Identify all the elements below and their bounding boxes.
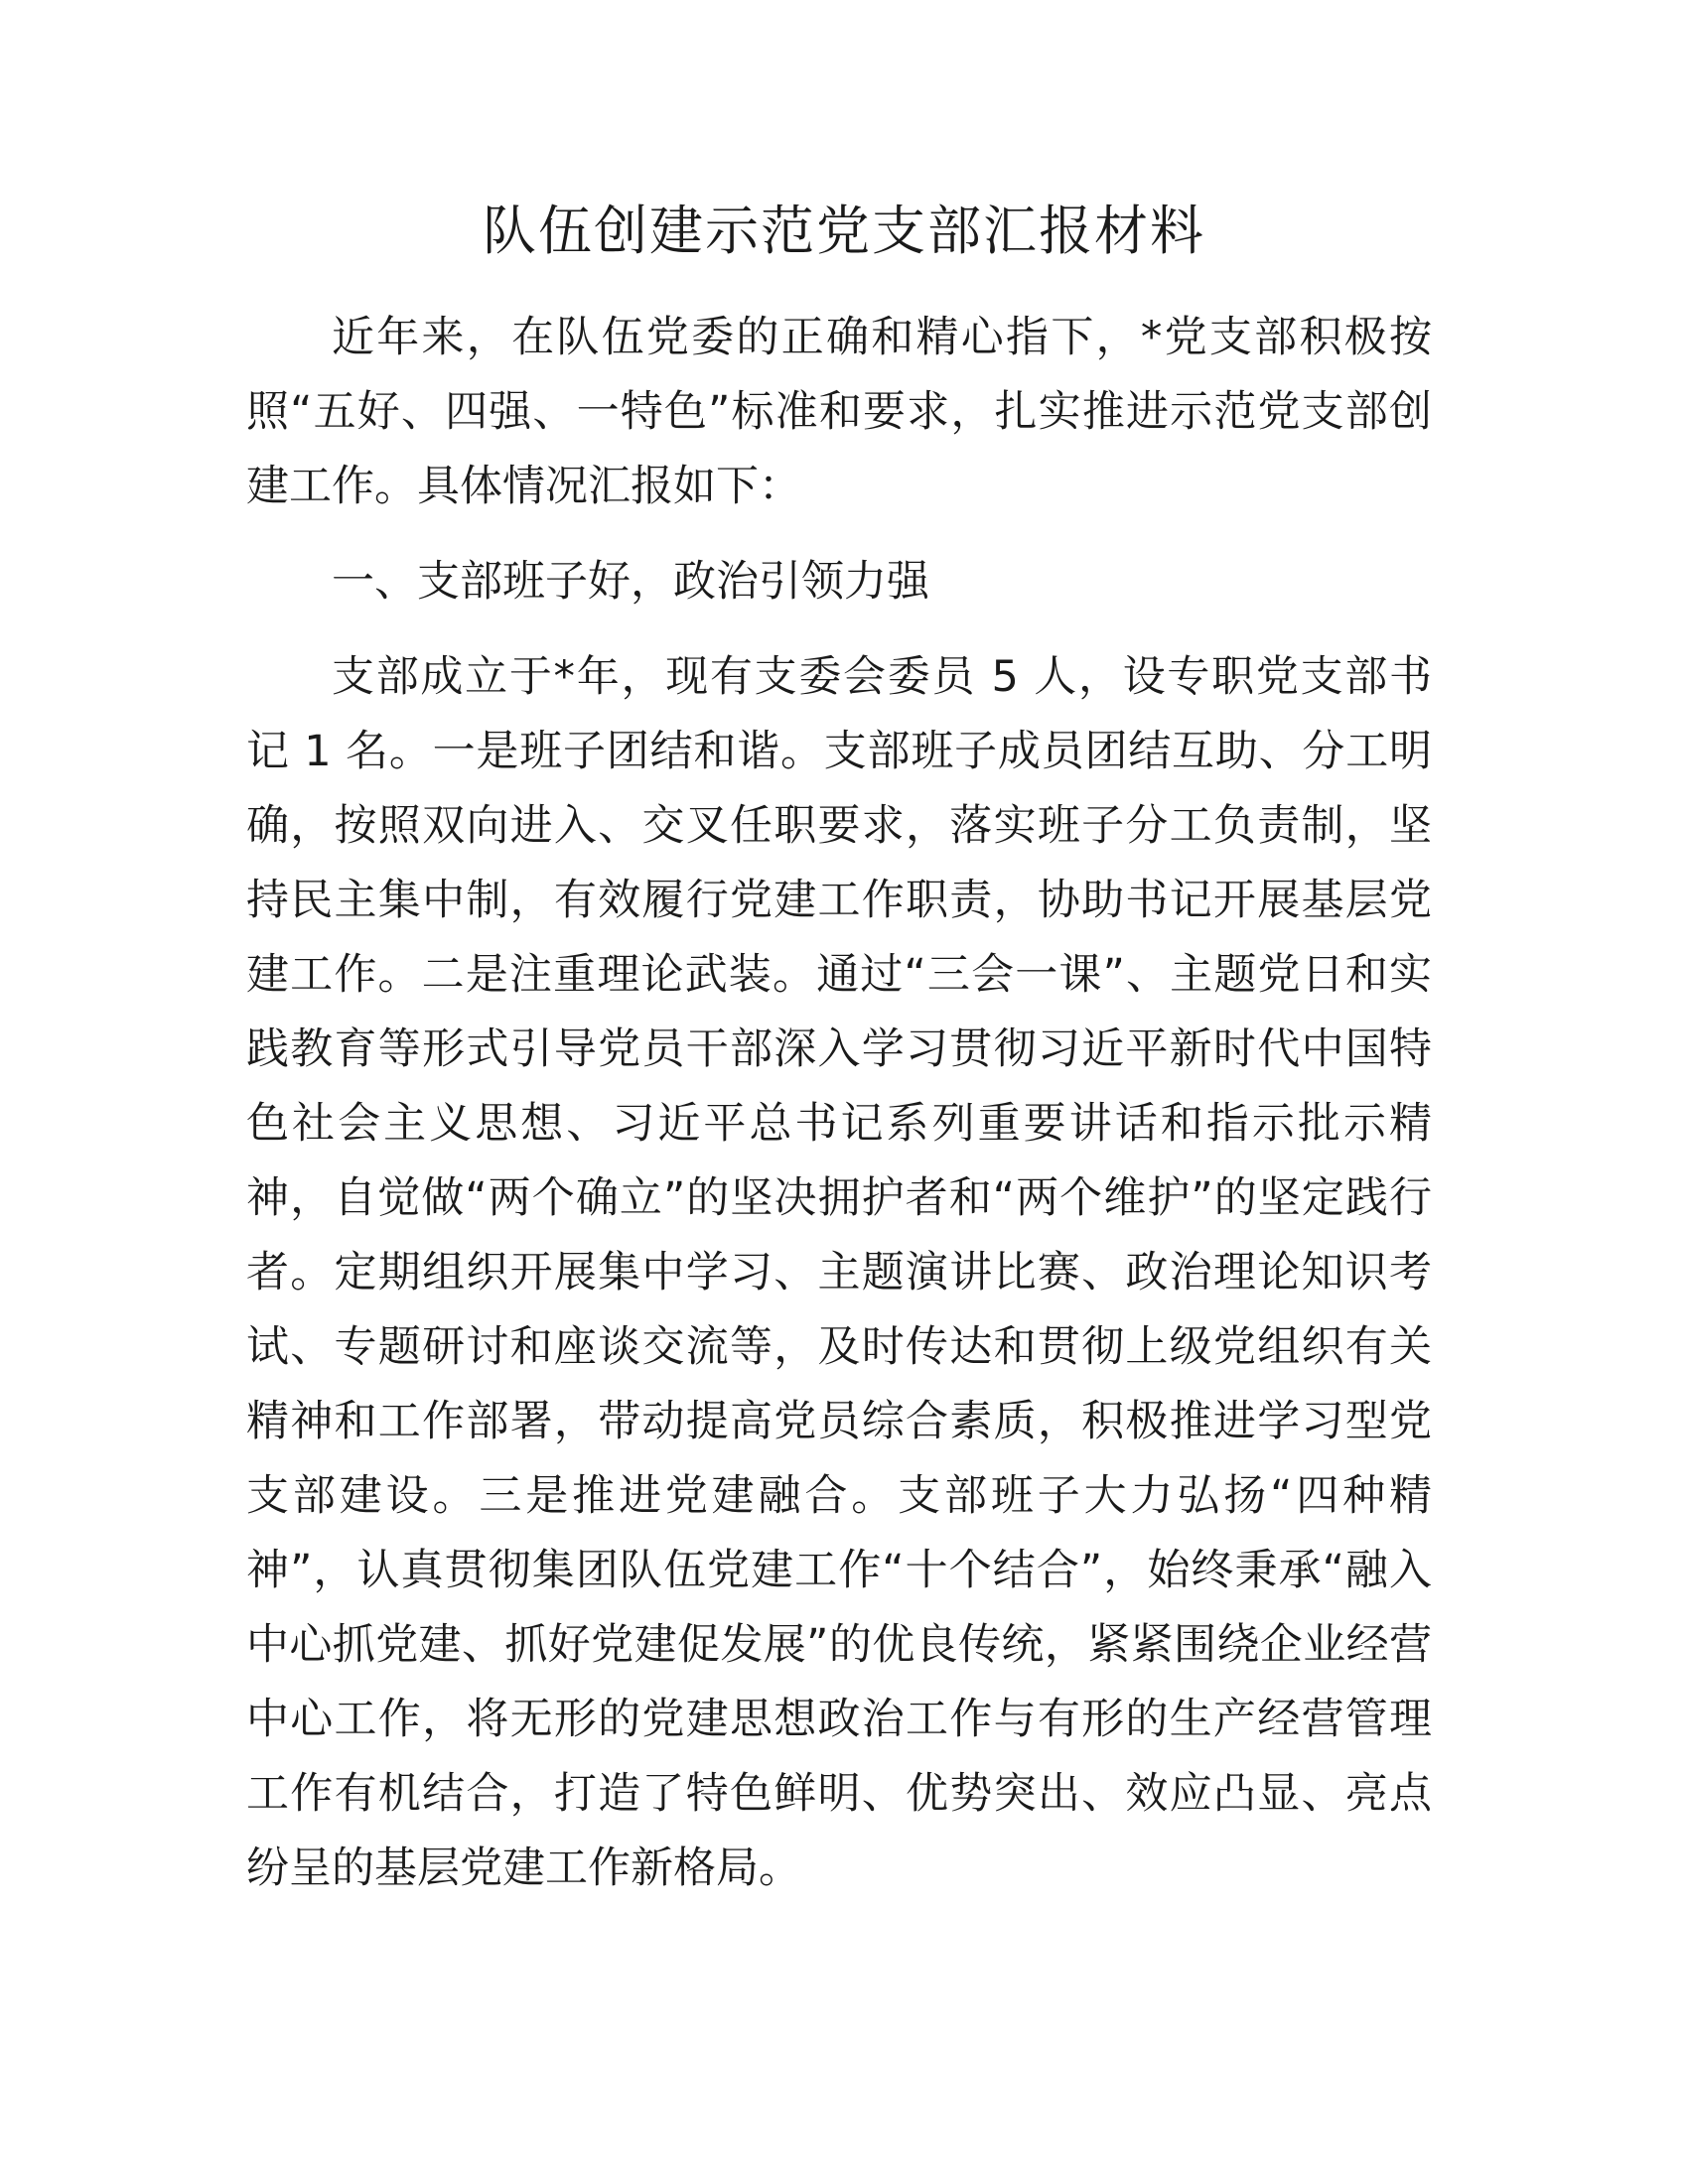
section-heading-block: [246, 545, 1432, 619]
intro-paragraph-block: [246, 301, 1432, 524]
body-paragraph-block: [246, 640, 1432, 1906]
section-heading: 一、支部班子好，政治引领力强: [332, 557, 929, 607]
document-title: 队伍创建示范党支部汇报材料: [483, 200, 1205, 262]
body-paragraph: 支部成立于*年，现有支委会委员 5 人，设专职党支部书记 1 名。一是班子团结和谐。支部班子成员团结互助、分工明确，按照双向进入、交叉任职要求，落实班子分工负责制，坚持民主集中制，有效履行党建工作职责，协助书记开展基层党建工作。二是注重理论武装。通过“三会一课”、主题党日和实践教育等形式引导党员干部深入学习贯彻习近平新时代中国特色社会主义思想、习近平总书记系列重要讲话和指示批示精神，自觉做“两个确立”的坚决拥护者和“两个维护”的坚定践行者。定期组织开展集中学习、主题演讲比赛、政治理论知识考试、专题研讨和座谈交流等，及时传达和贯彻上级党组织有关精神和工作部署，带动提高党员综合素质，积极推进学习型党支部建设。三是推进党建融合。支部班子大力弘扬“四种精神”，认真贯彻集团队伍党建工作“十个结合”，始终秉承“融入中心抓党建、抓好党建促发展”的优良传统，紧紧围绕企业经营中心工作，将无形的党建思想政治工作与有形的生产经营管理工作有机结合，打造了特色鲜明、优势突出、效应凸显、亮点纷呈的基层党建工作新格局。: [246, 652, 1432, 1893]
intro-paragraph: 近年来，在队伍党委的正确和精心指下，*党支部积极按照“五好、四强、一特色”标准和要求，扎实推进示范党支部创建工作。具体情况汇报如下：: [246, 313, 1432, 511]
